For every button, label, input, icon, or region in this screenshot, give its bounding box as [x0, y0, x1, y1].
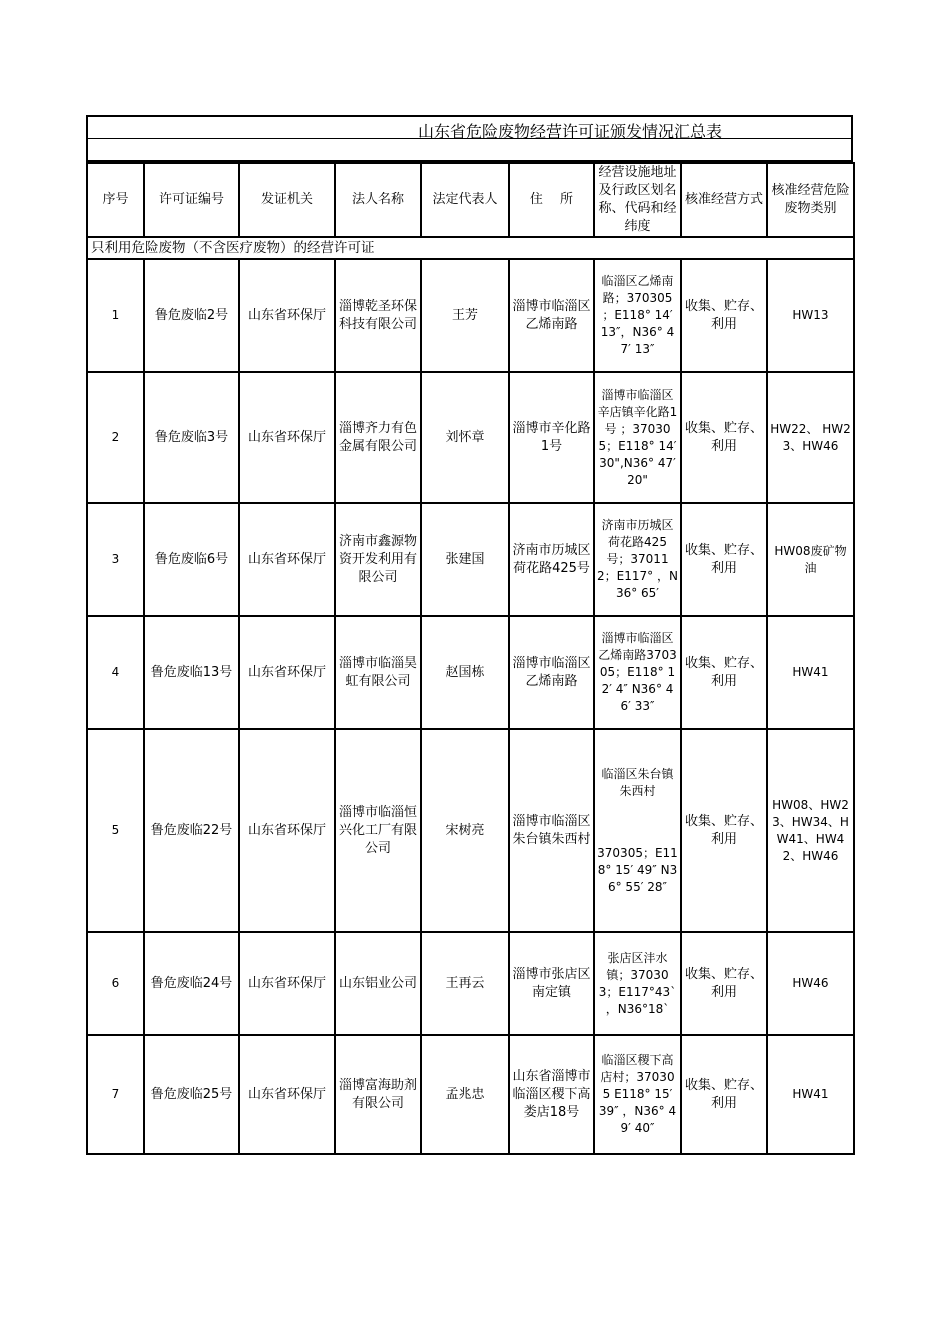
cell-license: 鲁危废临6号: [144, 503, 239, 616]
cell-rep: 张建国: [421, 503, 509, 616]
cell-category: HW08、HW23、HW34、HW41、HW42、HW46: [767, 729, 854, 932]
cell-issuer: 山东省环保厅: [239, 932, 335, 1035]
section-row: [87, 237, 854, 259]
page-title: 山东省危险废物经营许可证颁发情况汇总表: [418, 122, 723, 141]
header-address: 住 所: [509, 163, 594, 237]
cell-company: 淄博市临淄恒兴化工厂有限公司: [335, 729, 421, 932]
header-company: 法人名称: [335, 163, 421, 237]
cell-seq: 2: [87, 372, 144, 503]
cell-rep: 赵国栋: [421, 616, 509, 729]
cell-issuer: 山东省环保厅: [239, 616, 335, 729]
cell-category: HW08废矿物油: [767, 503, 854, 616]
cell-site: 淄博市临淄区辛店镇辛化路1号 ；370305；E118° 14′ 30",N36° 47′ 20": [594, 372, 681, 503]
cell-company: 淄博齐力有色金属有限公司: [335, 372, 421, 503]
cell-category: HW41: [767, 616, 854, 729]
cell-address: 淄博市临淄区朱台镇朱西村: [509, 729, 594, 932]
cell-address: 淄博市临淄区乙烯南路: [509, 259, 594, 372]
cell-site: 临淄区乙烯南路；370305 ；E118° 14′ 13″，N36° 47′ 13″: [594, 259, 681, 372]
cell-category: HW41: [767, 1035, 854, 1154]
cell-license: 鲁危废临22号: [144, 729, 239, 932]
cell-rep: 宋树亮: [421, 729, 509, 932]
cell-seq: 6: [87, 932, 144, 1035]
header-rep: 法定代表人: [421, 163, 509, 237]
cell-site: 淄博市临淄区乙烯南路370305；E118° 12′ 4″ N36° 46′ 33″: [594, 616, 681, 729]
header-issuer: 发证机关: [239, 163, 335, 237]
cell-company: 淄博市临淄昊虹有限公司: [335, 616, 421, 729]
cell-mode: 收集、贮存、利用: [681, 616, 767, 729]
cell-rep: 王芳: [421, 259, 509, 372]
cell-issuer: 山东省环保厅: [239, 503, 335, 616]
header-site: 经营设施地址及行政区划名称、代码和经纬度: [594, 163, 681, 237]
cell-seq: 5: [87, 729, 144, 932]
cell-address: 淄博市张店区南定镇: [509, 932, 594, 1035]
cell-mode: 收集、贮存、利用: [681, 372, 767, 503]
cell-address: 济南市历城区荷花路425号: [509, 503, 594, 616]
cell-company: 淄博富海助剂有限公司: [335, 1035, 421, 1154]
cell-site-part-b: 370305；E118° 15′ 49″ N36° 55′ 28″: [597, 845, 678, 894]
table-row: [87, 503, 854, 616]
cell-site: 张店区沣水镇；370303；E117°43` ，N36°18`: [594, 932, 681, 1035]
cell-site: 济南市历城区荷花路425号；370112；E117° ，N36° 65′: [594, 503, 681, 616]
blank-row: [86, 139, 853, 162]
header-mode: 核准经营方式: [681, 163, 767, 237]
cell-category: HW46: [767, 932, 854, 1035]
header-license: 许可证编号: [144, 163, 239, 237]
spreadsheet: [86, 115, 853, 1155]
table-row: [87, 616, 854, 729]
cell-rep: 孟兆忠: [421, 1035, 509, 1154]
cell-license: 鲁危废临2号: [144, 259, 239, 372]
license-table: [86, 162, 855, 1155]
cell-issuer: 山东省环保厅: [239, 729, 335, 932]
cell-site: 临淄区稷下高店村；370305 E118° 15′ 39″ ，N36° 49′ 40″: [594, 1035, 681, 1154]
cell-license: 鲁危废临13号: [144, 616, 239, 729]
cell-category: HW22、 HW23、HW46: [767, 372, 854, 503]
cell-issuer: 山东省环保厅: [239, 259, 335, 372]
cell-license: 鲁危废临24号: [144, 932, 239, 1035]
cell-company: 山东铝业公司: [335, 932, 421, 1035]
cell-address: 淄博市临淄区乙烯南路: [509, 616, 594, 729]
cell-license: 鲁危废临3号: [144, 372, 239, 503]
cell-mode: 收集、贮存、利用: [681, 259, 767, 372]
header-seq: 序号: [87, 163, 144, 237]
cell-mode: 收集、贮存、利用: [681, 729, 767, 932]
table-row: [87, 932, 854, 1035]
table-row: [87, 372, 854, 503]
cell-site-part-a: 临淄区朱台镇朱西村: [601, 766, 674, 798]
cell-category: HW13: [767, 259, 854, 372]
header-category: 核准经营危险废物类别: [767, 163, 854, 237]
section-label: 只利用危险废物（不含医疗废物）的经营许可证: [87, 237, 854, 259]
cell-site: [594, 729, 681, 932]
cell-seq: 1: [87, 259, 144, 372]
cell-company: 淄博乾圣环保科技有限公司: [335, 259, 421, 372]
cell-address: 山东省淄博市临淄区稷下高娄店18号: [509, 1035, 594, 1154]
cell-seq: 3: [87, 503, 144, 616]
cell-mode: 收集、贮存、利用: [681, 932, 767, 1035]
cell-issuer: 山东省环保厅: [239, 1035, 335, 1154]
table-row: [87, 729, 854, 932]
cell-rep: 刘怀章: [421, 372, 509, 503]
cell-site-gap: [597, 800, 678, 845]
cell-mode: 收集、贮存、利用: [681, 503, 767, 616]
header-row: [87, 163, 854, 237]
cell-mode: 收集、贮存、利用: [681, 1035, 767, 1154]
cell-company: 济南市鑫源物资开发利用有限公司: [335, 503, 421, 616]
cell-license: 鲁危废临25号: [144, 1035, 239, 1154]
cell-rep: 王再云: [421, 932, 509, 1035]
table-row: [87, 1035, 854, 1154]
title-row: [86, 115, 853, 139]
table-row: [87, 259, 854, 372]
cell-address: 淄博市辛化路1号: [509, 372, 594, 503]
cell-seq: 7: [87, 1035, 144, 1154]
cell-issuer: 山东省环保厅: [239, 372, 335, 503]
cell-seq: 4: [87, 616, 144, 729]
